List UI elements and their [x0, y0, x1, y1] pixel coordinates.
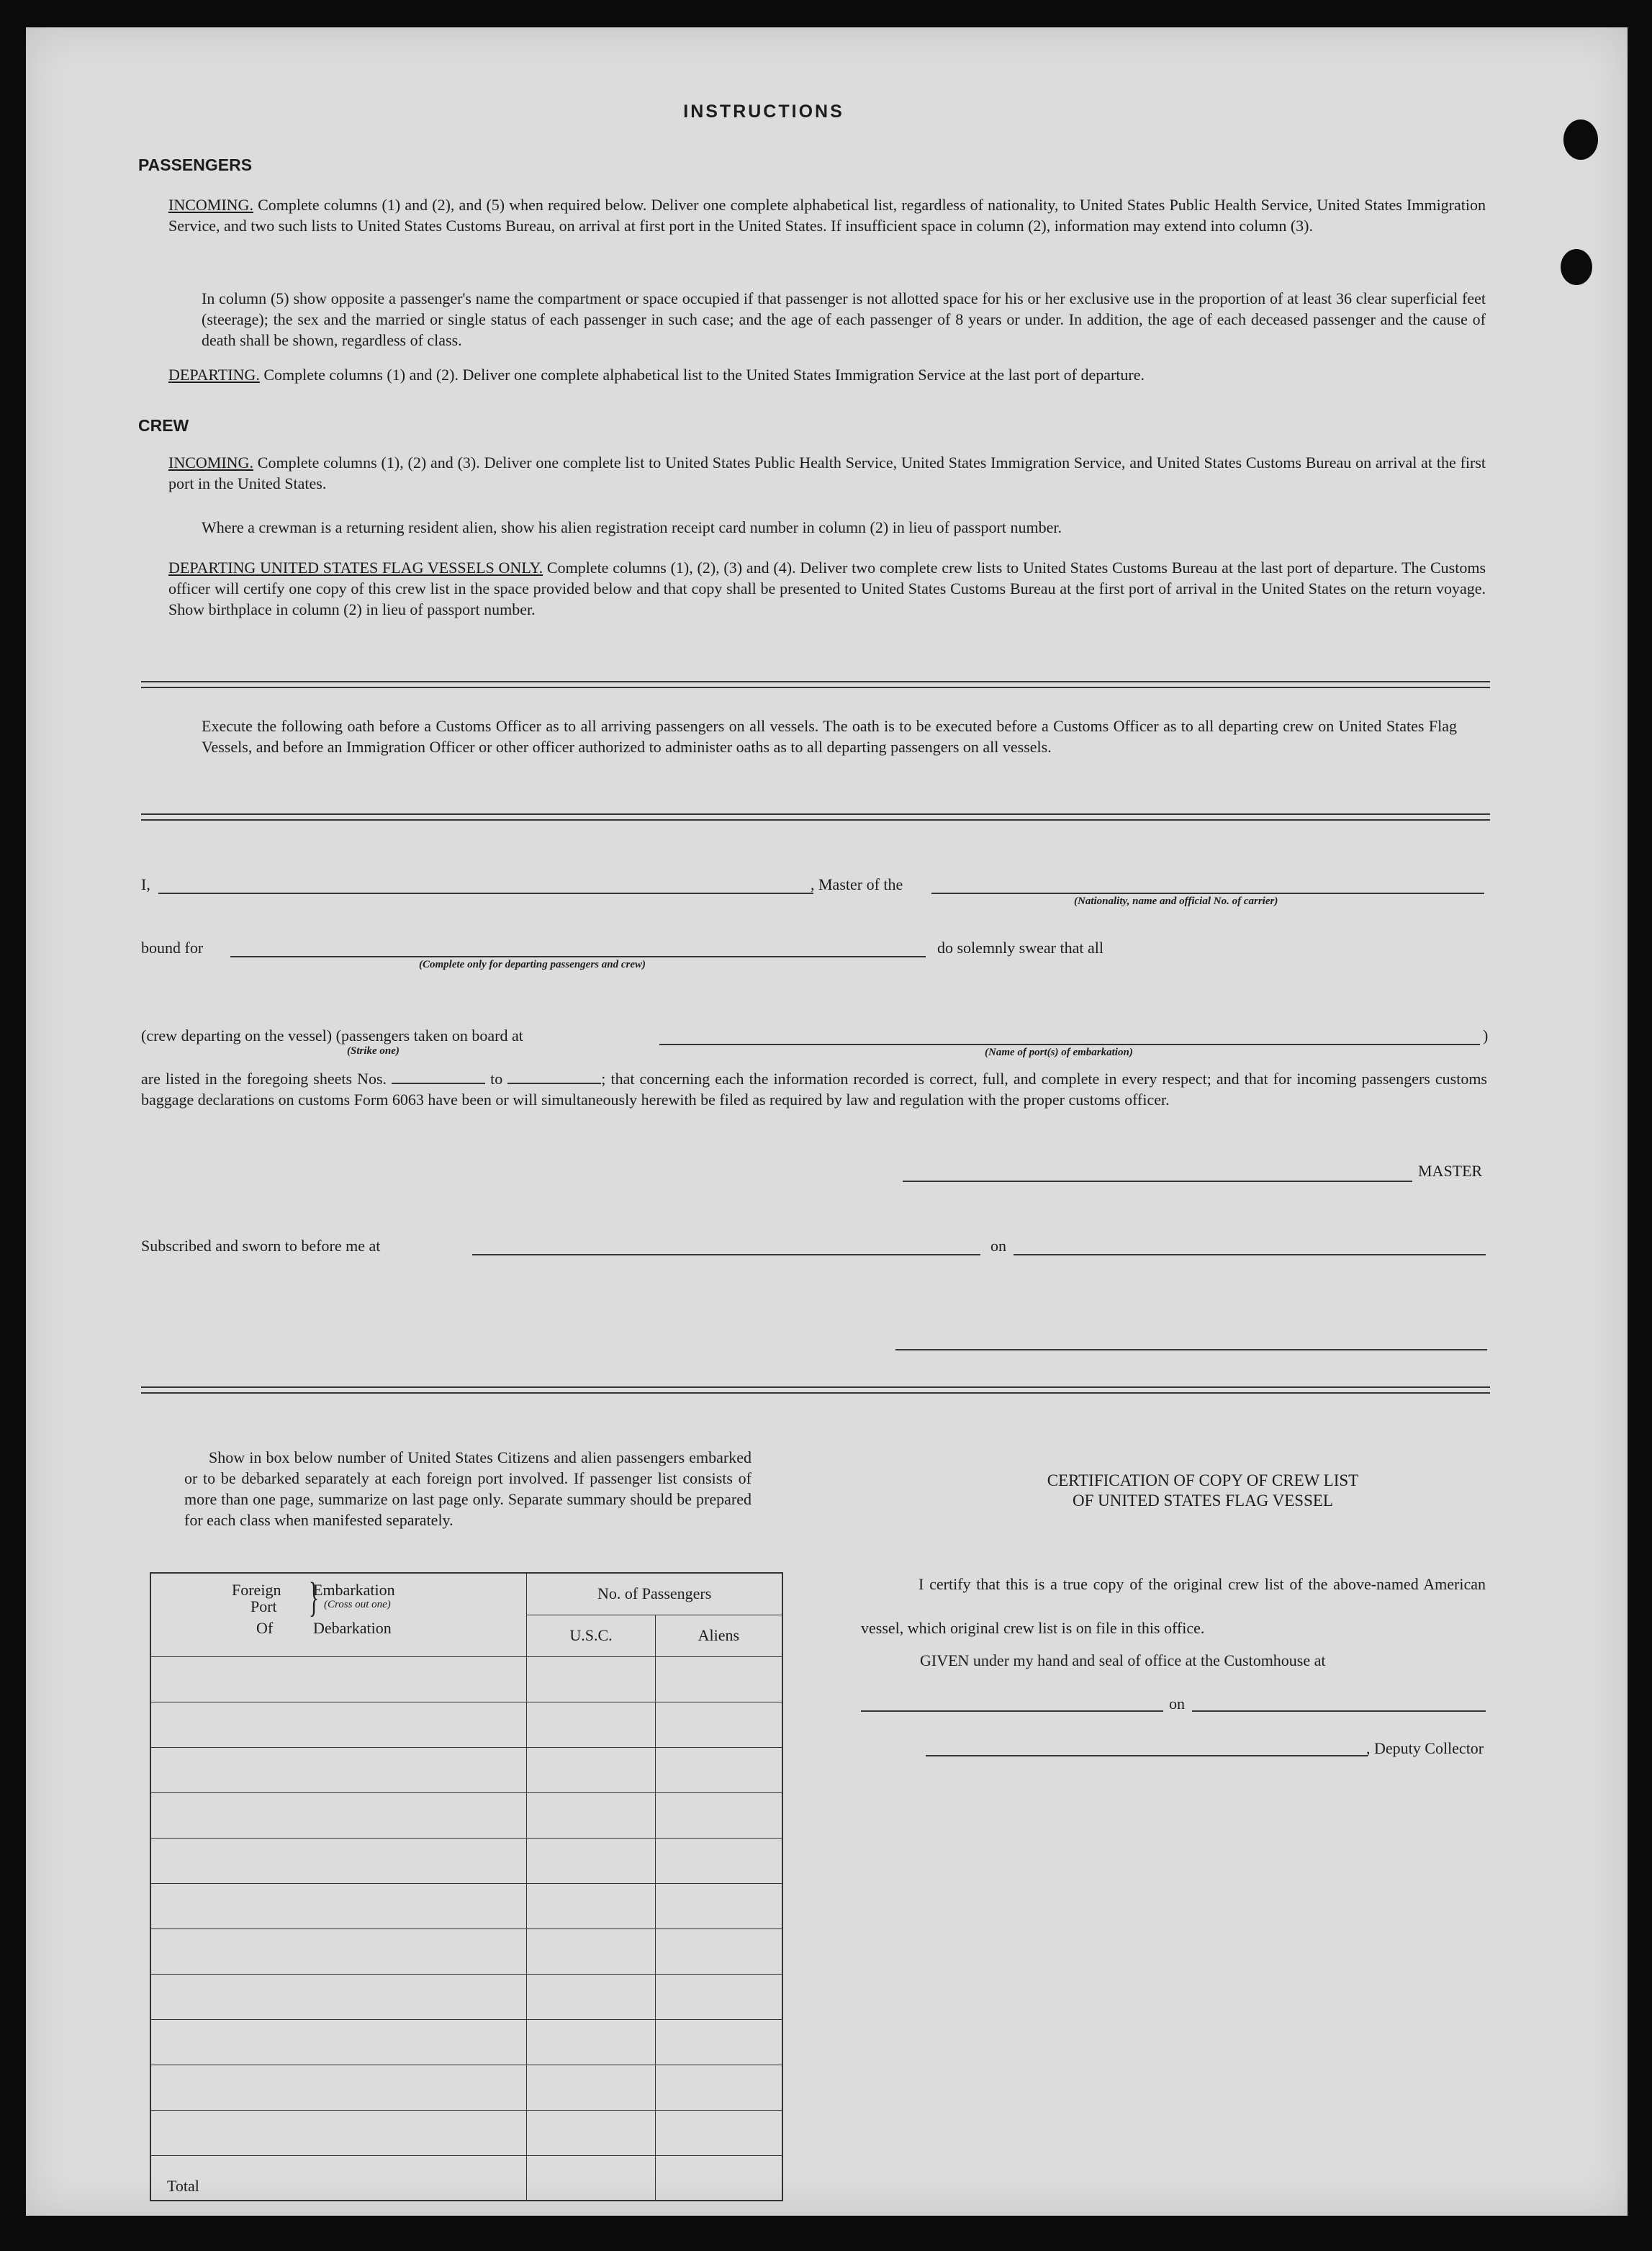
master-signature-field[interactable] [903, 1181, 1412, 1182]
port-cell[interactable] [150, 1883, 527, 1929]
port-cell[interactable] [150, 1838, 527, 1883]
total-row [150, 2155, 782, 2201]
passengers-incoming-label: INCOMING. [168, 196, 253, 214]
sworn-at-field[interactable] [472, 1254, 980, 1255]
oath-listed-to: to [490, 1070, 503, 1088]
oath-intro-paragraph: Execute the following oath before a Customs Officer as to all arriving passengers on all vessels. The oath is to be executed before a Customs Officer as to all departing crew on United States Flag Vessels, and before an Immigration Officer or other officer authorized to administer oaths as to all departing passengers on all vessels. [202, 717, 1457, 756]
certification-heading-2: OF UNITED STATES FLAG VESSEL [1073, 1492, 1333, 1510]
passenger-summary-table [150, 1572, 783, 2201]
aliens-cell[interactable] [655, 1929, 782, 1974]
port-cell[interactable] [150, 2019, 527, 2065]
foreign-label: Foreign [232, 1581, 281, 1599]
aliens-cell[interactable] [655, 1838, 782, 1883]
port-cell[interactable] [150, 1792, 527, 1838]
deputy-collector-label: , Deputy Collector [1366, 1739, 1484, 1757]
table-row [150, 2019, 782, 2065]
oath-close-paren: ) [1483, 1027, 1489, 1045]
master-name-field[interactable] [158, 893, 813, 894]
aliens-cell[interactable] [655, 1656, 782, 1702]
crew-incoming-paragraph [168, 452, 1486, 494]
crew-departing-text: Complete columns (1), (2), (3) and (4). Deliver two complete crew lists to United States Customs Bureau at the last port of departure. The Customs officer will certify one copy of this crew list in the space provided below and that copy shall be presented to United States Customs Bureau at the first port of arrival in the United States on the return voyage. Show birthplace in column (2) in lieu of passport number. [168, 559, 1486, 618]
section-divider [141, 681, 1490, 688]
port-cell[interactable] [150, 2110, 527, 2155]
usc-cell[interactable] [527, 1656, 655, 1702]
punch-hole [1563, 119, 1598, 160]
passengers-heading: PASSENGERS [138, 155, 253, 174]
passengers-column5-paragraph: In column (5) show opposite a passenger's name the compartment or space occupied if that passenger is not allotted space for his or her exclusive use in the proportion of at least 36 clear superficial feet (steerage); the sex and the married or single status of each passenger in such case; and the age of each passenger of 8 years or under. In addition, the age of each deceased passenger and the cause of death shall be shown, regardless of class. [202, 289, 1486, 349]
port-label: Port [250, 1597, 277, 1615]
ports-caption: (Name of port(s) of embarkation) [985, 1047, 1133, 1058]
sworn-date-field[interactable] [1014, 1254, 1486, 1255]
oath-listed-a: are listed in the foregoing sheets Nos. [141, 1070, 387, 1088]
cross-out-caption: (Cross out one) [324, 1599, 391, 1610]
passengers-incoming-text: Complete columns (1) and (2), and (5) when required below. Deliver one complete alphabetical list, regardless of nationality, to United States Public Health Service, United States Immigration Service, and two such lists to United States Customs Bureau, on arrival at first port in the United States. If insufficient space in column (2), information may extend into column (3). [168, 196, 1486, 235]
usc-cell[interactable] [527, 1929, 655, 1974]
crew-heading: CREW [138, 416, 189, 435]
oath-bound-for-label: bound for [141, 939, 204, 957]
usc-cell[interactable] [527, 2019, 655, 2065]
aliens-total-cell[interactable] [655, 2155, 782, 2201]
table-row [150, 1883, 782, 1929]
crew-incoming-text: Complete columns (1), (2) and (3). Deliver one complete list to United States Public Health Service, United States Immigration Service, and United States Customs Bureau on arrival at the first port in the United States. [168, 454, 1486, 492]
passengers-departing-text: Complete columns (1) and (2). Deliver one complete alphabetical list to the United States Immigration Service at the last port of departure. [263, 366, 1145, 384]
page-title: INSTRUCTIONS [683, 102, 844, 122]
punch-hole [1561, 249, 1592, 285]
passengers-incoming-paragraph [168, 194, 1486, 236]
crew-resident-paragraph: Where a crewman is a returning resident alien, show his alien registration receipt card number in column (2) in lieu of passport number. [202, 518, 1062, 536]
subscribed-label: Subscribed and sworn to before me at [141, 1237, 381, 1255]
summary-instructions: Show in box below number of United States Citizens and alien passengers embarked or to be debarked separately at each foreign port involved. If passenger list consists of more than one page, summarize on last page only. Separate summary should be prepared for each class when manifested separately. [184, 1448, 751, 1529]
usc-cell[interactable] [527, 1747, 655, 1792]
debarkation-label: Debarkation [313, 1619, 392, 1637]
certification-date-field[interactable] [1192, 1710, 1486, 1712]
usc-cell[interactable] [527, 1974, 655, 2019]
oath-listed-paragraph [141, 1068, 1487, 1110]
aliens-cell[interactable] [655, 1702, 782, 1747]
usc-cell[interactable] [527, 1838, 655, 1883]
crew-incoming-label: INCOMING. [168, 454, 253, 472]
sheet-to-field[interactable] [507, 1070, 601, 1084]
carrier-caption: (Nationality, name and official No. of carrier) [1074, 896, 1278, 907]
port-cell[interactable] [150, 2065, 527, 2110]
oath-crew-departing-text: (crew departing on the vessel) (passengers taken on board at [141, 1027, 523, 1045]
sheet-from-field[interactable] [392, 1070, 485, 1084]
crew-departing-paragraph [168, 557, 1486, 620]
usc-cell[interactable] [527, 1792, 655, 1838]
aliens-cell[interactable] [655, 1883, 782, 1929]
bound-for-caption: (Complete only for departing passengers and crew) [419, 959, 646, 970]
aliens-header: Aliens [655, 1615, 782, 1656]
port-cell[interactable] [150, 1656, 527, 1702]
oath-i-label: I, [141, 875, 150, 893]
table-row [150, 1929, 782, 1974]
usc-total-cell[interactable] [527, 2155, 655, 2201]
carrier-field[interactable] [931, 893, 1484, 894]
certification-on-label: on [1169, 1695, 1185, 1713]
deputy-signature-field[interactable] [926, 1755, 1368, 1756]
table-row [150, 1747, 782, 1792]
passengers-departing-label: DEPARTING. [168, 366, 260, 384]
bound-for-field[interactable] [230, 956, 926, 957]
aliens-cell[interactable] [655, 2065, 782, 2110]
officer-signature-field[interactable] [895, 1349, 1487, 1350]
table-row [150, 1974, 782, 2019]
usc-header: U.S.C. [527, 1615, 655, 1656]
port-cell[interactable] [150, 1974, 527, 2019]
usc-cell[interactable] [527, 2065, 655, 2110]
table-row [150, 1656, 782, 1702]
no-passengers-header: No. of Passengers [527, 1573, 782, 1615]
certification-heading-1: CERTIFICATION OF COPY OF CREW LIST [1047, 1471, 1359, 1489]
aliens-cell[interactable] [655, 1974, 782, 2019]
oath-divider [141, 813, 1490, 821]
oath-swear-text: do solemnly swear that all [937, 939, 1103, 957]
sworn-on-label: on [990, 1237, 1006, 1255]
passengers-departing-paragraph [168, 364, 1486, 385]
strike-one-caption: (Strike one) [347, 1045, 400, 1057]
customhouse-field[interactable] [861, 1710, 1163, 1712]
aliens-cell[interactable] [655, 2110, 782, 2155]
master-label: MASTER [1418, 1162, 1483, 1180]
given-text: GIVEN under my hand and seal of office at the Customhouse at [920, 1651, 1326, 1669]
oath-listed-b: ; that concerning each the information recorded is correct, full, and complete in every respect; and that for incoming passengers customs baggage declarations on customs Form 6063 have been or will simultaneously herewith be filed as required by law and regulation with the proper customs officer. [141, 1070, 1487, 1109]
oath-master-of-label: , Master of the [811, 875, 903, 893]
aliens-cell[interactable] [655, 1747, 782, 1792]
usc-cell[interactable] [527, 1883, 655, 1929]
foreign-port-header-lower [150, 1597, 527, 1656]
table-row [150, 1792, 782, 1838]
brace-icon: } [308, 1574, 319, 1620]
summary-divider [141, 1386, 1490, 1394]
table-row [150, 2065, 782, 2110]
table-row [150, 1702, 782, 1747]
usc-cell[interactable] [527, 1702, 655, 1747]
usc-cell[interactable] [527, 2110, 655, 2155]
certify-paragraph: I certify that this is a true copy of the original crew list of the above-named American vessel, which original crew list is on file in this office. [861, 1575, 1486, 1637]
table-row [150, 1838, 782, 1883]
aliens-cell[interactable] [655, 1792, 782, 1838]
port-cell[interactable] [150, 1747, 527, 1792]
of-label: Of [256, 1619, 274, 1637]
embarkation-ports-field[interactable] [659, 1044, 1480, 1045]
document-sheet [26, 27, 1628, 2216]
port-cell[interactable] [150, 1929, 527, 1974]
crew-departing-label: DEPARTING UNITED STATES FLAG VESSELS ONLY. [168, 559, 543, 577]
port-cell[interactable] [150, 1702, 527, 1747]
embarkation-label: Embarkation [313, 1581, 395, 1599]
aliens-cell[interactable] [655, 2019, 782, 2065]
table-row [150, 2110, 782, 2155]
total-label: Total [150, 2155, 527, 2201]
